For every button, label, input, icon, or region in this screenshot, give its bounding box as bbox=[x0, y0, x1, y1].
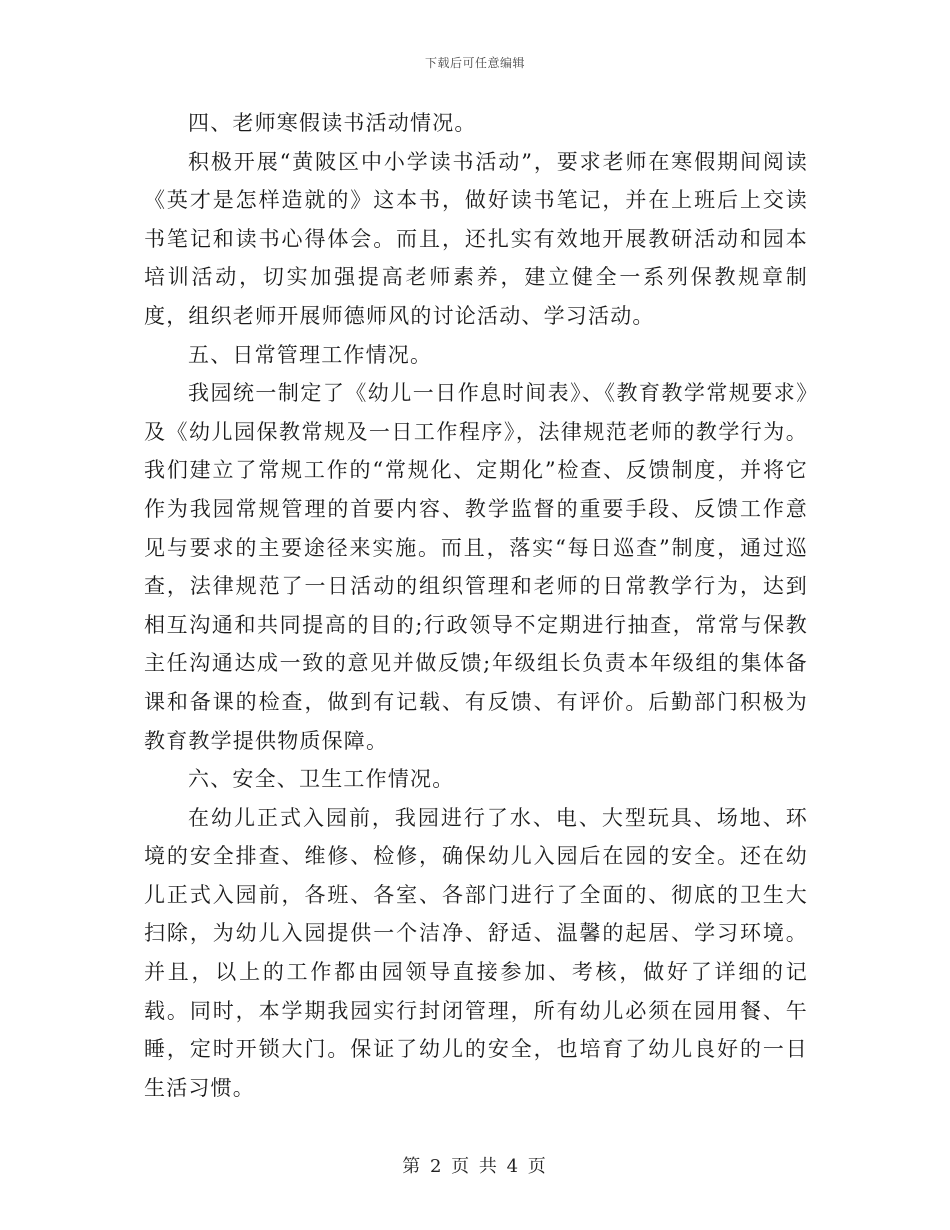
paragraph-daily-management: 我园统一制定了《幼儿一日作息时间表》、《教育教学常规要求》及《幼儿园保教常规及一日工作程序》，法律规范老师的教学行为。我们建立了常规工作的“常规化、定期化”检查、反馈制度，并将它作为我园常规管理的首要内容、教学监督的重要手段、反馈工作意见与要求的主要途径来实施。而且，落实“每日巡查”制度，通过巡查，法律规范了一日活动的组织管理和老师的日常教学行为，达到相互沟通和共同提高的目的;行政领导不定期进行抽查，常常与保教主任沟通达成一致的意见并做反馈;年级组长负责本年级组的集体备课和备课的检查，做到有记载、有反馈、有评价。后勤部门积极为教育教学提供物质保障。 bbox=[144, 381, 808, 753]
document-body bbox=[144, 104, 808, 1107]
section-heading-daily-management: 五、日常管理工作情况。 bbox=[188, 342, 433, 367]
paragraph-safety-hygiene: 在幼儿正式入园前，我园进行了水、电、大型玩具、场地、环境的安全排查、维修、检修，确保幼儿入园后在园的安全。还在幼儿正式入园前，各班、各室、各部门进行了全面的、彻底的卫生大扫除，为幼儿入园提供一个洁净、舒适、温馨的起居、学习环境。并且，以上的工作都由园领导直接参加、考核，做好了详细的记载。同时，本学期我园实行封闭管理，所有幼儿必须在园用餐、午睡，定时开锁大门。保证了幼儿的安全，也培育了幼儿良好的一日生活习惯。 bbox=[144, 805, 808, 1100]
page-number: 第 2 页 共 4 页 bbox=[402, 1156, 548, 1177]
section-heading-safety-hygiene: 六、安全、卫生工作情况。 bbox=[188, 767, 455, 792]
page-header: 下载后可任意编辑 bbox=[424, 56, 525, 70]
section-heading-teacher-reading: 四、老师寒假读书活动情况。 bbox=[188, 111, 477, 135]
paragraph-teacher-reading: 积极开展“黄陂区中小学读书活动”，要求老师在寒假期间阅读《英才是怎样造就的》这本书，做好读书笔记，并在上班后上交读书笔记和读书心得体会。而且，还扎实有效地开展教研活动和园本培训活动，切实加强提高老师素养，建立健全一系列保教规章制度，组织老师开展师德师风的讨论活动、学习活动。 bbox=[144, 149, 808, 328]
